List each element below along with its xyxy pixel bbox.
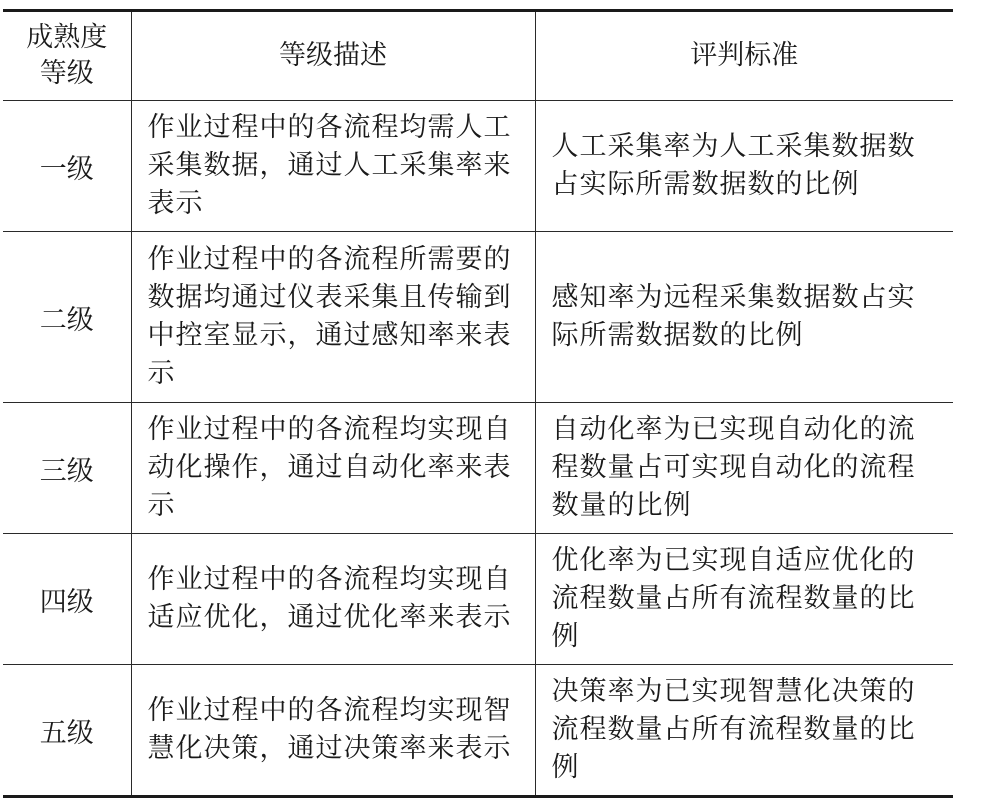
header-row bbox=[3, 11, 953, 101]
table-row bbox=[3, 232, 953, 403]
table-row bbox=[3, 403, 953, 534]
header-criteria: 评判标准 bbox=[535, 11, 953, 101]
criteria-cell: 决策率为已实现智慧化决策的流程数量占所有流程数量的比例 bbox=[535, 665, 953, 797]
table-row bbox=[3, 534, 953, 665]
description-cell: 作业过程中的各流程均实现智慧化决策，通过决策率来表示 bbox=[131, 665, 535, 797]
header-description: 等级描述 bbox=[131, 11, 535, 101]
table-row bbox=[3, 101, 953, 232]
description-cell: 作业过程中的各流程均实现自适应优化，通过优化率来表示 bbox=[131, 534, 535, 665]
table-row bbox=[3, 665, 953, 797]
description-cell: 作业过程中的各流程均实现自动化操作，通过自动化率来表示 bbox=[131, 403, 535, 534]
header-level-label: 成熟度等级 bbox=[26, 22, 108, 89]
criteria-cell: 感知率为远程采集数据数占实际所需数据数的比例 bbox=[535, 232, 953, 403]
description-cell: 作业过程中的各流程所需要的数据均通过仪表采集且传输到中控室显示，通过感知率来表示 bbox=[131, 232, 535, 403]
criteria-cell: 优化率为已实现自适应优化的流程数量占所有流程数量的比例 bbox=[535, 534, 953, 665]
level-cell: 一级 bbox=[3, 101, 131, 232]
table-body bbox=[3, 101, 953, 797]
level-cell: 三级 bbox=[3, 403, 131, 534]
criteria-cell: 人工采集率为人工采集数据数占实际所需数据数的比例 bbox=[535, 101, 953, 232]
level-cell: 四级 bbox=[3, 534, 131, 665]
level-cell: 五级 bbox=[3, 665, 131, 797]
description-cell: 作业过程中的各流程均需人工采集数据，通过人工采集率来表示 bbox=[131, 101, 535, 232]
level-cell: 二级 bbox=[3, 232, 131, 403]
maturity-level-table bbox=[3, 9, 953, 798]
criteria-cell: 自动化率为已实现自动化的流程数量占可实现自动化的流程数量的比例 bbox=[535, 403, 953, 534]
table-header bbox=[3, 11, 953, 101]
header-level bbox=[3, 11, 131, 101]
